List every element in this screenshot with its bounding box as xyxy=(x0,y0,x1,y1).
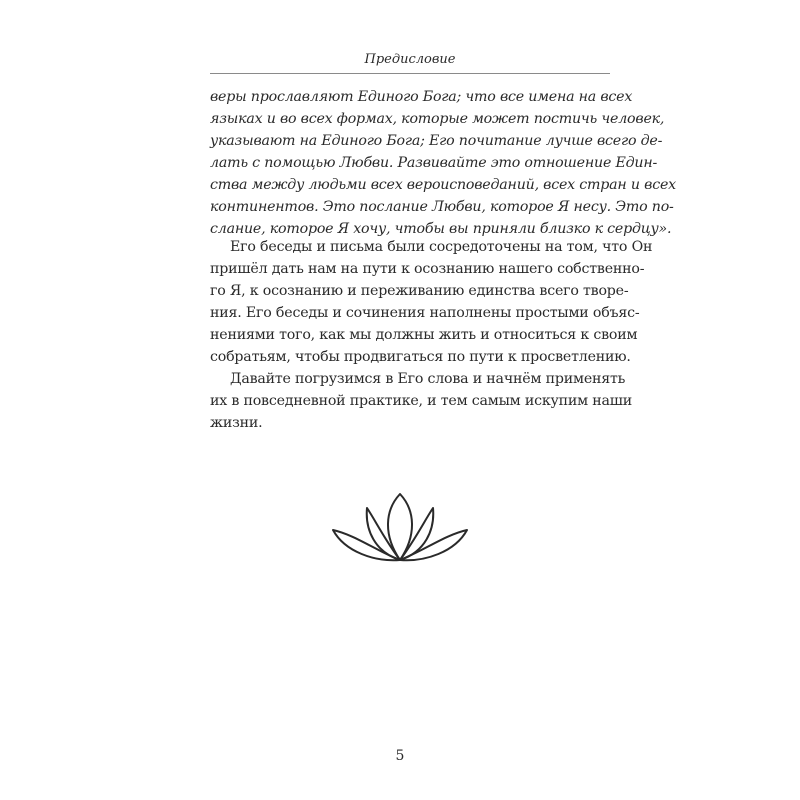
text-line: нениями того, как мы должны жить и относиться к своим xyxy=(210,327,638,343)
text-line: собратьям, чтобы продвигаться по пути к просветлению. xyxy=(210,349,631,365)
page-number: 5 xyxy=(395,748,405,764)
text-line: Его беседы и письма были сосредоточены на том, что Он xyxy=(230,239,653,255)
text-line: лать с помощью Любви. Развивайте это отношение Един- xyxy=(210,155,658,171)
running-header: Предисловие xyxy=(364,52,456,67)
text-line: Давайте погрузимся в Его слова и начнём применять xyxy=(230,371,626,387)
text-line: континентов. Это послание Любви, которое Я несу. Это по- xyxy=(210,199,674,215)
text-line: пришёл дать нам на пути к осознанию нашего собственно- xyxy=(210,261,645,277)
text-line: языках и во всех формах, которые может постичь человек, xyxy=(210,111,665,127)
text-line: слание, которое Я хочу, чтобы вы приняли близко к сердцу». xyxy=(210,221,672,237)
text-line: их в повседневной практике, и тем самым искупим наши xyxy=(210,393,633,409)
text-line: веры прославляют Единого Бога; что все имена на всех xyxy=(210,89,633,105)
text-line: указывают на Единого Бога; Его почитание лучше всего де- xyxy=(210,133,663,149)
quote-block xyxy=(210,86,676,240)
text-line: ства между людьми всех вероисповеданий, всех стран и всех xyxy=(210,177,676,193)
lotus-icon xyxy=(325,490,475,565)
paragraph-1 xyxy=(210,236,653,368)
paragraph-2 xyxy=(210,368,633,434)
text-line: жизни. xyxy=(210,415,263,431)
text-line: ния. Его беседы и сочинения наполнены простыми объяс- xyxy=(210,305,640,321)
header-rule xyxy=(210,73,610,74)
text-line: го Я, к осознанию и переживанию единства всего творе- xyxy=(210,283,629,299)
